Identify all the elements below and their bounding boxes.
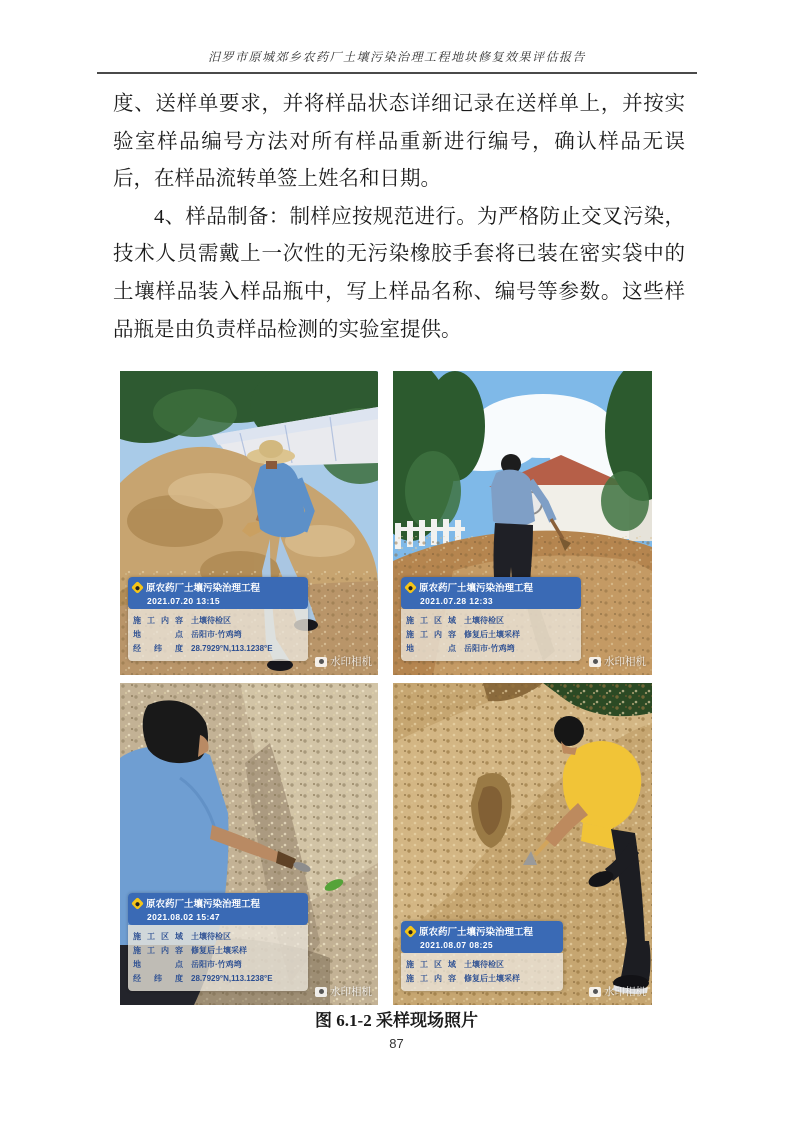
photo-sampling-4: [393, 683, 652, 1005]
photo1-info-row: 经纬度 28.7929°N,113.1238°E: [133, 644, 273, 653]
photo2-timestamp: 2021.07.28 12:33: [420, 596, 494, 606]
photo4-watermark-card: [401, 921, 563, 991]
photo2-info-row: 地点 岳阳市·竹鸡塆: [406, 644, 515, 653]
photo3-timestamp: 2021.08.02 15:47: [147, 912, 221, 922]
figure-caption: 图 6.1-2 采样现场照片: [315, 1011, 478, 1030]
photo1-timestamp: 2021.07.20 13:15: [147, 596, 221, 606]
photo3-banner: [128, 893, 308, 925]
photo4-banner-title: 原农药厂土壤污染治理工程: [419, 927, 534, 938]
photo2-watermark-card: [401, 577, 581, 661]
camera-icon: [589, 657, 601, 667]
photo3-banner-title: 原农药厂土壤污染治理工程: [146, 899, 261, 910]
body-text: [113, 86, 685, 349]
page-header-title: 汨罗市原城郊乡农药厂土壤污染治理工程地块修复效果评估报告: [97, 48, 697, 74]
watermark-app-logo-icon: [131, 581, 144, 594]
photo4-timestamp: 2021.08.07 08:25: [420, 940, 494, 950]
camera-icon: [589, 987, 601, 997]
photo-sampling-1: [120, 371, 378, 675]
watermark-app-logo-icon: [404, 925, 417, 938]
camera-icon: [315, 987, 327, 997]
photo3-info-row: 施工内容 修复后土壤采样: [133, 946, 247, 955]
body-paragraph-2: 4、样品制备：制样应按规范进行。为严格防止交叉污染，技术人员需戴上一次性的无污染橡胶手套将已装在密实袋中的土壤样品装入样品瓶中，写上样品名称、编号等参数。这些样品瓶是由负责样品检测的实验室提供。: [113, 205, 685, 341]
photo4-banner: [401, 921, 563, 953]
photo3-camera-watermark: 水印相机: [315, 984, 372, 999]
body-paragraph-1: 度、送样单要求，并将样品状态详细记录在送样单上，并按实验室样品编号方法对所有样品重新进行编号，确认样品无误后，在样品流转单签上姓名和日期。: [113, 93, 685, 191]
photo2-info-row: 施工区域 土壤待检区: [406, 616, 504, 625]
page-number: 87: [389, 1036, 404, 1051]
photo1-banner-title: 原农药厂土壤污染治理工程: [146, 583, 261, 594]
photo2-info-row: 施工内容 修复后土壤采样: [406, 630, 520, 639]
sampling-photo-grid: [120, 371, 653, 1005]
photo4-info-row: 施工内容 修复后土壤采样: [406, 974, 520, 983]
photo1-info-row: 地点 岳阳市·竹鸡塆: [133, 630, 242, 639]
photo3-info-row: 地点 岳阳市·竹鸡塆: [133, 960, 242, 969]
photo2-banner: [401, 577, 581, 609]
photo3-info-row: 经纬度 28.7929°N,113.1238°E: [133, 974, 273, 983]
photo-sampling-3: [120, 683, 378, 1005]
photo1-camera-watermark: 水印相机: [315, 654, 372, 669]
photo-sampling-2: [393, 371, 652, 675]
photo1-banner: [128, 577, 308, 609]
photo2-banner-title: 原农药厂土壤污染治理工程: [419, 583, 534, 594]
photo1-watermark-card: [128, 577, 308, 661]
camera-icon: [315, 657, 327, 667]
watermark-app-logo-icon: [404, 581, 417, 594]
watermark-app-logo-icon: [131, 897, 144, 910]
photo2-camera-watermark: 水印相机: [589, 654, 646, 669]
photo3-watermark-card: [128, 893, 308, 991]
photo3-info-row: 施工区域 土壤待检区: [133, 932, 231, 941]
photo4-info-row: 施工区域 土壤待检区: [406, 960, 504, 969]
photo4-camera-watermark: 水印相机: [589, 984, 646, 999]
photo1-info-row: 施工内容 土壤待检区: [133, 616, 231, 625]
